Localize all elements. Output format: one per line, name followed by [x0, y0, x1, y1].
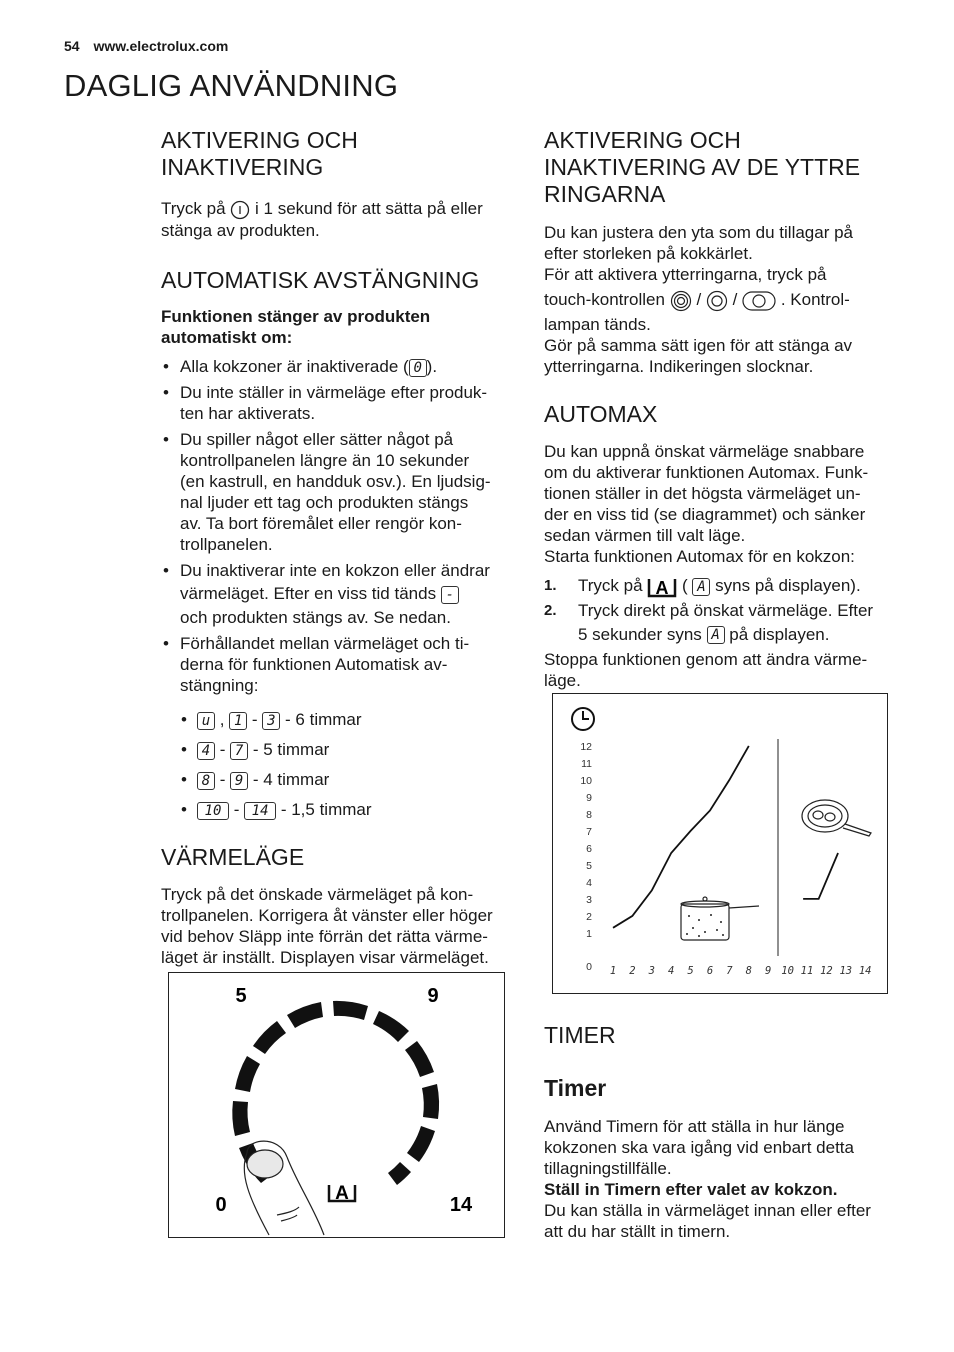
- dial-segment: [388, 1162, 411, 1185]
- y-tick-label: 12: [580, 740, 592, 753]
- list-item: • Alla kokzoner är inaktiverade ( 0 ).: [161, 356, 521, 377]
- pan-icon: [802, 800, 871, 836]
- display-symbol: 8: [197, 772, 215, 790]
- dial-segment: [422, 1084, 439, 1119]
- dial-label-0: 0: [215, 1194, 227, 1216]
- x-tick-label: 3: [648, 965, 655, 977]
- chart-svg: [553, 694, 887, 993]
- display-a-symbol: A: [707, 626, 725, 644]
- heat-setting-text: Tryck på det önskade värmeläget på kon- trollpanelen. Korrigera åt vänster eller höger vid behov Släpp inte förrän det rätta värme- läget är inställt. Displayen visar värmeläget.: [161, 885, 493, 967]
- double-ring-icon: [706, 290, 728, 312]
- x-tick-label: 11: [800, 965, 814, 977]
- triple-ring-icon: [670, 290, 692, 312]
- display-symbol: 14: [244, 802, 276, 820]
- dial-segment: [235, 1056, 260, 1092]
- automax-letter: A: [335, 1183, 349, 1204]
- list-item: • Du spiller något eller sätter något på kontrollpanelen längre än 10 sekunder (en kastrull, en handduk osv.). En ljudsig- nal ljuder ett tag och produkten stängs av. Ta bort föremålet eller rengör kon- trollpanelen.: [161, 429, 521, 555]
- dial-segment: [287, 1002, 323, 1028]
- display-symbol: 4: [197, 742, 215, 760]
- pot-icon: [681, 897, 759, 940]
- series-lines: [613, 746, 838, 928]
- text: Tryck på: [161, 199, 226, 218]
- y-tick-label: 5: [586, 859, 592, 872]
- automax-icon: [329, 1183, 355, 1204]
- display-symbol: 9: [230, 772, 248, 790]
- x-tick-label: 6: [706, 965, 714, 977]
- text: i 1 sekund för att sätta på eller: [255, 199, 483, 218]
- dial-segment: [232, 1101, 250, 1136]
- series-line: [803, 853, 838, 899]
- text: Funktionen stänger av produkten: [161, 307, 431, 326]
- dial-segment: [405, 1041, 434, 1077]
- display-symbol: 3: [262, 712, 280, 730]
- x-tick-label: 9: [765, 965, 772, 977]
- list-item: • Du inte ställer in värmeläge efter produk- ten har aktiverats.: [161, 382, 521, 424]
- power-icon: [230, 200, 250, 220]
- heading-timer: TIMER: [544, 1022, 616, 1048]
- page-header: [64, 38, 238, 54]
- x-tick-label: 1: [609, 965, 617, 977]
- timer-text: Använd Timern för att ställa in hur länge kokzonen ska vara igång vid enbart detta tillagningstillfälle. Ställ in Timern efter valet av kokzon. Du kan ställa in värmeläget innan eller efter att du har ställt in timern.: [544, 1117, 871, 1241]
- automax-stop-text: Stoppa funktionen genom att ändra värme- läge.: [544, 650, 868, 690]
- display-a-symbol: A: [692, 578, 710, 596]
- y-tick-label: 8: [586, 808, 592, 821]
- activation-text: [161, 198, 521, 241]
- timing-row: • u , 1 - 3 - 6 timmar: [181, 710, 362, 729]
- text: stänga av produkten.: [161, 220, 320, 240]
- timing-row: • 8 - 9 - 4 timmar: [181, 770, 330, 789]
- dial-label-5: 5: [235, 985, 247, 1007]
- display-symbol: u: [197, 712, 215, 730]
- oval-ring-icon: [742, 290, 776, 312]
- y-tick-label: 3: [586, 893, 592, 906]
- y-tick-label: 2: [586, 910, 592, 923]
- y-tick-label: 4: [586, 876, 592, 889]
- timing-row: • 10 - 14 - 1,5 timmar: [181, 800, 372, 819]
- display-symbol: 10: [197, 802, 229, 820]
- dial-label-14: 14: [449, 1194, 473, 1216]
- y-tick-label: 6: [586, 842, 592, 855]
- x-tick-label: 10: [781, 965, 794, 977]
- outer-rings-text: Du kan justera den yta som du tillagar på efter storleken på kokkärlet. För att aktivera ytterringarna, tryck på touch-kontrollen / / . Kontrol- lampan tänds. Gör på samma sätt igen för att stänga av ytterringarna. Indikeringen slocknar.: [544, 223, 854, 376]
- step-item: 2. Tryck direkt på önskat värmeläge. Efter 5 sekunder syns A på displayen.: [544, 600, 874, 644]
- y-tick-label: 1: [586, 927, 592, 940]
- x-tick-label: 5: [687, 965, 694, 977]
- display-symbol: 1: [229, 712, 247, 730]
- x-tick-label: 12: [820, 965, 833, 977]
- display-dash-symbol: -: [441, 586, 459, 604]
- heading-auto-off: AUTOMATISK AVSTÄNGNING: [161, 267, 480, 293]
- x-tick-label: 13: [839, 965, 853, 977]
- finger-illustration: [244, 1141, 324, 1235]
- text: automatiskt om:: [161, 328, 293, 347]
- x-tick-label: 8: [745, 965, 752, 977]
- dial-segment: [253, 1021, 286, 1054]
- y-tick-label: 10: [580, 774, 592, 787]
- heading-automax: AUTOMAX: [544, 401, 658, 427]
- display-zero-symbol: 0: [409, 359, 427, 377]
- x-tick-label: 7: [726, 965, 733, 977]
- y-ticks: [580, 741, 592, 973]
- x-tick-label: 4: [668, 965, 675, 977]
- y-tick-label: 0: [586, 961, 592, 973]
- subheading-timer: Timer: [544, 1075, 607, 1101]
- timing-row: • 4 - 7 - 5 timmar: [181, 740, 330, 759]
- dial-graphic: [169, 973, 504, 1237]
- page-title: DAGLIG ANVÄNDNING: [64, 68, 399, 103]
- dial-segment: [407, 1126, 435, 1162]
- clock-icon: [572, 708, 594, 730]
- heading-activation: [161, 127, 358, 181]
- automax-chart: [552, 693, 888, 994]
- timing-list: [181, 705, 372, 825]
- list-item: • Du inaktiverar inte en kokzon eller ändrar värmeläget. Efter en viss tid tänds - och produkten stängs av. Se nedan.: [161, 560, 521, 628]
- heading-line: INAKTIVERING: [161, 154, 324, 180]
- automax-steps: [544, 574, 904, 647]
- heading-heat-setting: VÄRMELÄGE: [161, 844, 305, 870]
- svg-text:A: A: [655, 577, 669, 598]
- series-line: [613, 746, 749, 928]
- slider-dial-figure: [168, 972, 505, 1238]
- heading-line: AKTIVERING OCH: [161, 127, 358, 153]
- auto-off-intro: [161, 306, 430, 348]
- dial-label-9: 9: [427, 985, 439, 1007]
- y-tick-label: 7: [586, 825, 592, 838]
- automax-text: Du kan uppnå önskat värmeläge snabbare om du aktiverar funktionen Automax. Funk- tionen ställer in det högsta värmeläget un- der en viss tid (se diagrammet) och sänker sedan värmen till valt läge. Starta funktionen Automax för en kokzon:: [544, 442, 869, 566]
- page-number: 54: [64, 38, 80, 54]
- display-symbol: 7: [230, 742, 248, 760]
- site-url: www.electrolux.com: [93, 38, 229, 54]
- y-tick-label: 9: [586, 791, 592, 804]
- list-item: • Förhållandet mellan värmeläget och ti- derna för funktionen Automatisk av- stängning:: [161, 633, 521, 696]
- y-tick-label: 11: [581, 757, 592, 770]
- heading-outer-rings: AKTIVERING OCH INAKTIVERING AV DE YTTRE RINGARNA: [544, 127, 861, 207]
- dial-segment: [373, 1011, 409, 1042]
- dial-segment: [333, 1001, 368, 1020]
- step-item: 1. Tryck på A ( A syns på displayen).: [544, 576, 861, 598]
- automax-icon: [647, 575, 677, 599]
- auto-off-list: [161, 356, 521, 701]
- x-tick-label: 14: [858, 965, 872, 977]
- x-tick-label: 2: [629, 965, 636, 977]
- x-ticks: [610, 965, 872, 977]
